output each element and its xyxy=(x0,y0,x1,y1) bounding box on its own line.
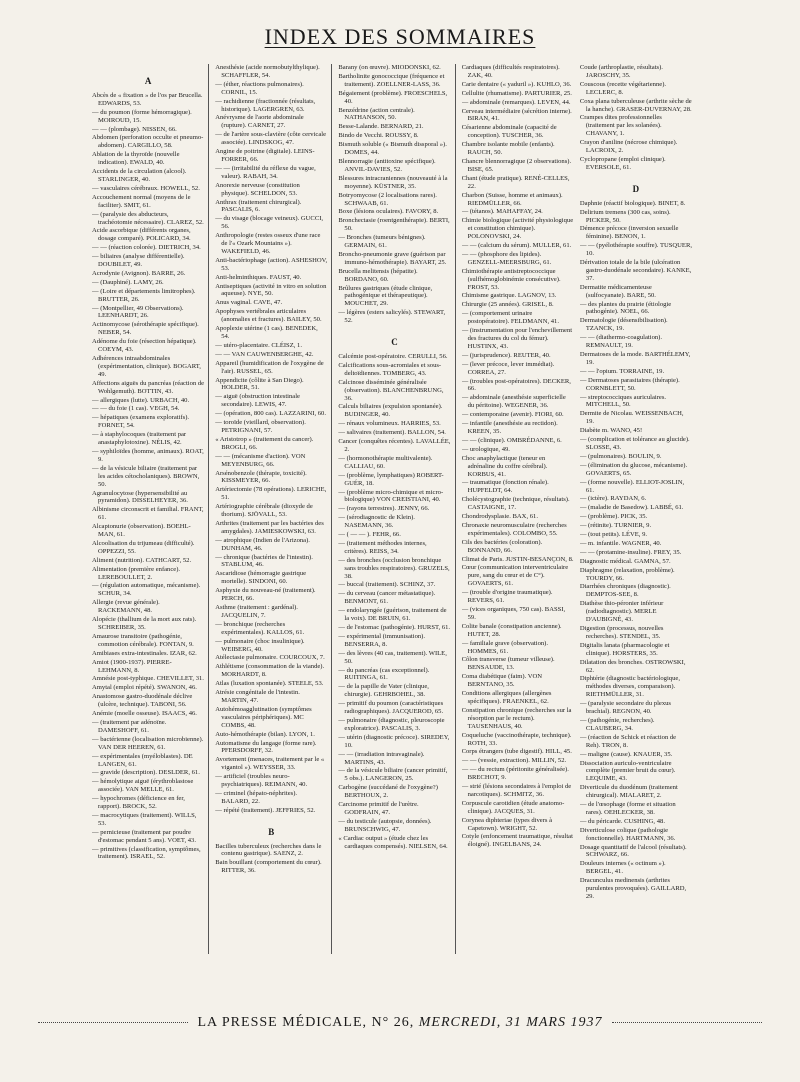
index-entry: — — (diathermo-coagulation). REMNAULT, 19. xyxy=(579,334,663,350)
index-entry: — buccal (traitement). SCHINZ, 37. xyxy=(338,581,436,589)
index-entry: — (paralysie des abducteurs, trachéotomie nécessaire). CLAREZ, 52. xyxy=(92,210,204,226)
index-entry: Climat de Paris. JUSTIN-BESANÇON, 8. xyxy=(461,555,574,563)
index-entry: — des bronches (occlusion bronchique sans troubles respiratoires). GRUZELS, 38. xyxy=(338,556,450,580)
index-entry: Apoplexie utérine (1 cas). BENEDEK, 54. xyxy=(215,325,318,340)
index-entry: Coxa plana tuberculeuse (arthrite sèche de la hanche). GRASER-DUVERNAY, 28. xyxy=(579,97,692,113)
index-entry: Anémie (moelle osseuse). ISAACS, 46. xyxy=(92,710,197,718)
index-entry: Diarrhées chroniques (diagnostic). DEMPTOS-SEE, 8. xyxy=(579,583,671,599)
index-entry: — de l'artère sous-clavière (côte cervicale associée). LINDSKOG, 47. xyxy=(215,131,327,147)
index-entry: Accidents de la circulation (alcool). STARLINGER, 40. xyxy=(92,168,187,183)
index-entry: — (trouble d'origine traumatique). REVERS, 61. xyxy=(461,589,553,605)
index-entry: — (sérodiagnostic de Klein). NASEMANN, 36. xyxy=(338,514,415,530)
index-entry: Conditions allergiques (allergènes spécifiques). FRAENKEL, 62. xyxy=(461,690,552,705)
index-entry: Crayon d'aniline (nécrose chimique). LACROIX, 2. xyxy=(579,139,678,155)
index-entry: — criminel (hépato-néphrites). BALARD, 22. xyxy=(215,789,298,805)
index-entry: Couscous (recette végétarienne). LECLERC, 8. xyxy=(579,80,667,96)
index-entry: — streptococciques auriculaires. MITCHELL, 50. xyxy=(579,393,667,409)
index-entry: — répété (traitement). JEFFRIES, 52. xyxy=(215,806,316,814)
index-entry: — toroïde (vieillard, observation). PETRIGNANI, 57. xyxy=(215,419,306,434)
index-entry: Bacilles tuberculeux (recherches dans le contenu gastrique). SAENZ, 2. xyxy=(215,842,322,858)
index-entry: Carie dentaire (« yaduril »). KUHLO, 36. xyxy=(461,80,572,88)
index-entry: Cancer (conquêtes récentes). LAVALLÉE, 2. xyxy=(338,438,451,453)
index-entry: Carbogène (succédané de l'oxygène?) BERTHOUX, 2. xyxy=(338,784,438,800)
index-entry: Cyclopropane (emploi clinique). EVERSOLE, 61. xyxy=(579,155,666,171)
index-entry: — (instrumentation pour l'enchevillement des fractures du col du fémur). HUSTINX, 43. xyxy=(461,327,573,350)
index-entry: — (pulmonaires). BOULIN, 9. xyxy=(579,452,662,460)
index-entry: — expérimental (immunisation). BENSERRA, 8. xyxy=(338,632,426,648)
index-entry: Douleurs internes (« octinum »). BERGEL, 41. xyxy=(579,860,666,876)
index-entry: Dracunculus medinensis (arthrites purulentes provoquées). GAILLARD, 29. xyxy=(579,877,687,900)
index-entry: Blennorragie (antitoxine spécifique). ANVIL-DAVIES, 52. xyxy=(338,157,436,173)
index-entry: — de la papille de Vater (clinique, chirurgie). GEHRBOHEL, 38. xyxy=(338,683,429,699)
index-entry: Cellulite (rhumatisme). PARTURIER, 25. xyxy=(461,89,572,97)
index-entry: — (éther, réactions pulmonaires). CORNIL, 15. xyxy=(215,80,304,96)
index-entry: Adhérences intraabdominales (expérimentation, clinique). BOGART, 49. xyxy=(92,355,201,378)
index-entry: Anorexie nerveuse (constitution physique). SCHELDON, 53. xyxy=(215,181,300,197)
index-entry: — (Dauphiné). LAMY, 26. xyxy=(92,278,164,286)
index-entry: Chambre isolante mobile (enfants). RAUCH, 50. xyxy=(461,141,555,157)
index-entry: — hypochromes (déficience en fer, rapport). BROCK, 52. xyxy=(92,795,185,811)
index-entry: — (opération, 800 cas). LAZZARINI, 60. xyxy=(215,410,326,418)
index-entry: — — VAN CAUWENBERGHE, 42. xyxy=(215,350,314,358)
index-entry: Arthrites (traitement par les bactéries des amygdales). JAMIESKOWSKI, 63. xyxy=(215,519,324,535)
index-entry: Crampes dites professionnelles (traitement par les solanées). CHAVANY, 1. xyxy=(579,114,662,138)
index-entry: — de l'estomac (pathogénie). HURST, 61. xyxy=(338,624,451,631)
index-entry: — (Loire et départements limitrophes). BRUTTER, 26. xyxy=(92,287,196,303)
index-entry: — Bronches (tumeurs bénignes). GERMAIN, 61. xyxy=(338,234,426,250)
index-entry: — (élimination du glucose, mécanisme). GOVAERTS, 65. xyxy=(579,461,688,477)
index-entry: Corpuscule carotidien (étude anatomo-clinique). JACQUES, 31. xyxy=(461,799,565,815)
index-entry: — du péricarde. CUSHING, 48. xyxy=(579,817,665,825)
index-entry: — bronchique (recherches expérimentales). KALLOS, 61. xyxy=(215,620,305,636)
index-entry: — m. infantile. WAGNER, 40. xyxy=(579,539,662,547)
index-entry: — syphiloïdes (homme, animaux). ROAT, 9. xyxy=(92,447,204,463)
index-entry: — (jurisprudence). REUTER, 40. xyxy=(461,351,551,359)
index-entry: « Cardiac output » (étude chez les cardiaques compensés). NIELSEN, 64. xyxy=(338,834,448,850)
index-entry: Anti-bactériophage (action). ASHESHOV, 53. xyxy=(215,256,328,272)
index-entry: Bartholinite gonococcique (fréquence et traitement). ZOELLNER-LASS, 36. xyxy=(338,72,445,88)
index-entry: — pulmonaire (choc insulinique). WEIBERG, 40. xyxy=(215,637,305,653)
index-entry: Anthrax (traitement chirurgical). PASCALIS, 6. xyxy=(215,198,302,214)
index-entry: — (tout petits). LÉVE, 9. xyxy=(579,531,648,539)
index-entry: Allergie (revue générale). RACKEMANN, 48. xyxy=(92,599,160,615)
index-entry: — — (phosphore des lipides). GENZELL-MEERSBURG, 61. xyxy=(461,250,552,266)
index-entry: Cholécystographie (technique, résultats). CASTAIGNE, 17. xyxy=(461,496,570,512)
page-title: INDEX DES SOMMAIRES xyxy=(264,24,536,49)
index-entry: Coude (arthroplastie, résultats). JAROSCHY, 35. xyxy=(579,64,663,79)
index-entry: Diabète m. WANO, 45! xyxy=(579,427,643,435)
index-entry: — — (mécanisme d'action). VON MEYENBURG, 66. xyxy=(215,452,306,468)
index-entry: Bain bouillant (comportement du cœur). RITTER, 36. xyxy=(215,859,322,875)
index-entry: — (comportement urinaire postopératoire). FELDMANN, 41. xyxy=(461,310,559,326)
index-entry: — hémolytique aiguë (érythroblastose associée). VAN MELLE, 61. xyxy=(92,778,194,794)
index-entry: Bindo de Vecchi. ROUSSY, 8. xyxy=(338,132,419,140)
index-entry: — à staphylocoques (traitement par anastaphylotoxine). NÉLIS, 42. xyxy=(92,431,187,447)
section-letter: A xyxy=(144,76,152,86)
index-entry: Albinisme circonscrit et familial. FRANT, 61. xyxy=(92,506,204,522)
index-entry: Ascaridiose (hémorragie gastrique mortelle). SINDONI, 60. xyxy=(215,570,307,586)
footer-rule-right xyxy=(612,1022,762,1025)
index-entry: Daphnie (réactif biologique). BINET, 8. xyxy=(579,199,686,207)
index-entry: — légères (esters salicylés). STEWART, 52. xyxy=(338,309,446,325)
index-entry: Dermatite médicamenteuse (sulfocyanate). BARE, 50. xyxy=(579,283,656,299)
index-entry: — abdominale (anesthésie superficielle du péritoine). WEGENER, 36. xyxy=(461,394,566,410)
index-entry: Cœur (communication interventriculaire pure, sang du cœur et de C°). GOVAERTS, 61. xyxy=(461,564,569,588)
index-entry: — (forme nouvelle). ELLIOT-JOSLIN, 61. xyxy=(579,478,685,494)
index-entry: Appendicite (côlite à San Diego). HOLDER, 51. xyxy=(215,376,304,392)
index-entry: Chancre blennorragique (2 observations). BISE, 65. xyxy=(461,157,572,173)
index-entry: Alimentation (première enfance). LEREBOULLET, 2. xyxy=(92,565,181,581)
index-entry: — (hormonothérapie multivalente). CALLIAU, 60. xyxy=(338,454,433,470)
index-entry: Delirium tremens (300 cas, soins). PICKER, 50. xyxy=(579,208,671,224)
index-entry: Alopécie (thallium de la mort aux rats). SCHREIBER, 35. xyxy=(92,616,197,631)
index-entry: — salivaires (traitement). BALLON, 54. xyxy=(338,429,446,437)
index-entry: Brûlures gastriques (étude clinique, pathogénique et thérapeutique). MOUCHET, 29. xyxy=(338,284,433,308)
index-entry: Brucella melitensis (hépatite). BORDANO, 60. xyxy=(338,267,418,283)
index-entry: — des plantes du prairie (étiologie pathogénie). NOEL, 66. xyxy=(579,300,672,316)
index-entry: — — (clinique). OMBRÉDANNE, 6. xyxy=(461,436,562,444)
index-entry: Diverticulose colique (pathologie fonctionnelle). HARTMANN, 36. xyxy=(579,826,676,842)
index-entry: Boxe (lésions oculaires). FAVORY, 8. xyxy=(338,208,439,216)
section-letter: C xyxy=(391,337,398,348)
index-entry: Dissociation auriculo-ventriculaire complète (premier bruit du cœur). LEQUIME, 43. xyxy=(579,759,676,783)
index-entry: Alcaptonurie (observation). BOEHL-MAN, 61. xyxy=(92,523,191,539)
index-entry: Abcès de « fixation » de l'os par Brucella. EDWARDS, 53. xyxy=(92,91,203,107)
index-entry: Chimie biologique (activité physiologique et constitution chimique). POLONOVSKI, 24. xyxy=(461,217,574,241)
index-entry: Diaphragme (relaxation, problème). TOURDY, 66. xyxy=(579,566,675,582)
index-entry: Chondrodysplasie. BAX, 61. xyxy=(461,513,538,521)
index-entry: Auto-hémothérapie (bilan). LYON, 1. xyxy=(215,730,315,738)
index-entry: Asphyxie du nouveau-né (traitement). PERCH, 66. xyxy=(215,587,316,603)
index-entry: — (traitement par adénoïne. DAMESHOFF, 61. xyxy=(92,718,167,734)
index-entry: — aiguë (obstruction intestinale secondaire). LEWIS, 47. xyxy=(215,393,300,409)
index-entry: Dermatologie (désensibilisation). TZANCK, 19. xyxy=(579,317,668,333)
index-entry: — — du foie (1 cas). VEGH, 54. xyxy=(92,405,180,413)
index-columns xyxy=(92,64,692,954)
index-entry: Calcémie post-opératoire. CERULLI, 56. xyxy=(338,353,448,360)
index-entry: Appareil (humidification de l'oxygène de l'air). RUSSEL, 65. xyxy=(215,359,324,375)
index-entry: Calculs biliaires (expulsion spontanée). BUDINGER, 40. xyxy=(338,403,443,419)
index-entry: — pernicieuse (traitement par poudre d'estomac pendant 5 ans). VOET, 43. xyxy=(92,828,196,844)
index-entry: — hépatiques (examens exploratifs). FORNET, 54. xyxy=(92,414,190,430)
index-entry: Dermatoses de la mode. BARTHÉLEMY, 19. xyxy=(579,351,691,366)
index-entry: Chimisme gastrique. LAGNOV, 13. xyxy=(461,292,557,300)
index-entry: — (paralysie secondaire du plexus brachial). REGNON, 40. xyxy=(579,700,671,716)
index-entry: Chant (étude pratique). RENÉ-CELLES, 22. xyxy=(461,174,570,190)
index-entry: Autohémoagglutination (symptômes vasculaires périphériques). MC COMBS, 48. xyxy=(215,705,312,729)
index-entry: Dermite de Nicolau. WEISSENBACH, 19. xyxy=(579,410,684,426)
index-entry: Chronaxie neuromusculaire (recherches expérimentales). COLOMBO, 55. xyxy=(461,521,567,537)
index-entry: Apophyses vertébrales articulaires (anomalies et fractures). BAILEY, 50. xyxy=(215,308,322,324)
index-entry: Amibiases extra-intestinales. IZAR, 62. xyxy=(92,649,197,657)
index-entry: — de l'œsophage (forme et situation rares). OEHLECKER, 38. xyxy=(579,801,676,816)
index-entry: — Dermatoses parasitaires (thérapie). CORNBLETT, 50. xyxy=(579,376,680,392)
index-entry: — maligne (cause). KNAUER, 35. xyxy=(579,750,673,758)
index-entry: — bactérienne (localisation microbienne). VAN DER HEEREN, 61. xyxy=(92,735,204,751)
index-entry: — traumatique (fonction rénale). HUPFELDT, 64. xyxy=(461,479,549,495)
index-entry: « Aristotrop » (traitement du cancer). BROGLI, 66. xyxy=(215,435,314,451)
index-entry: Dosage quantitatif de l'alcool (résultats). SCHWARZ, 66. xyxy=(579,843,687,859)
index-entry: Amytal (emploi répété). SWANON, 46. xyxy=(92,684,197,692)
index-entry: — — (plombage). NISSEN, 66. xyxy=(92,125,177,133)
index-entry: — — (pyélothérapie souffre). TUSQUER, 10. xyxy=(579,242,693,258)
index-entry: Blessures intracraniennes (nouveauté à la moyenne). KÜSTNER, 35. xyxy=(338,174,448,190)
footer-journal: LA PRESSE MÉDICALE, N° 26, xyxy=(197,1015,415,1030)
index-entry: Asthme (traitement : gardénal). JACQUELIN, 7. xyxy=(215,604,298,619)
index-entry: — de la vésicule biliaire (traitement par les acides cétocholaniques). BROWN, 50. xyxy=(92,464,200,488)
index-entry: Diphtérie (diagnostic bactériologique, méthodes diverses, comparaison). RIETHMÜLLER, 31. xyxy=(579,675,680,699)
index-entry: — expérimentales (myéloblastes). DE LANGEN, 61. xyxy=(92,752,193,768)
index-entry: Constipation chronique (recherches sur la résorption par le rectum). TAUSENHAUS, 40. xyxy=(461,706,572,730)
index-entry: Acrodynie (Avignon). BARRE, 26. xyxy=(92,269,186,277)
footer-rule-left xyxy=(38,1022,188,1025)
section-letter: B xyxy=(268,826,275,837)
index-entry: Benzédrine (action centrale). NATHANSON, 50. xyxy=(338,106,415,122)
index-entry: — (problème micro-chimique et micro-biologique) VON CREISTIANI, 40. xyxy=(338,488,444,504)
index-entry: — gravide (description). DESLDER, 61. xyxy=(92,769,200,777)
index-entry: Chirurgie (25 années). GRISEL, 8. xyxy=(461,301,554,309)
index-entry: Amiot (1900-1937). PIERRE-LEHMANN, 8. xyxy=(92,658,172,674)
index-entry: Bégaiement (problème). FROESCHELS, 40. xyxy=(338,89,448,105)
index-column-3 xyxy=(338,64,455,954)
index-entry: — abdominale (remarques). LEVEN, 44. xyxy=(461,98,571,106)
index-entry: — (tétanos). MAHAFFAY, 24. xyxy=(461,208,543,216)
index-entry: Calcifications sous-acromiales et sous-deltoïdiennes. TOMBERG, 43. xyxy=(338,361,442,377)
index-entry: Atélectasie pulmonaire. COURCOUX, 7. xyxy=(215,654,325,662)
index-entry: Adénome du foie (résection hépatique). COEYM, 43. xyxy=(92,338,197,354)
index-entry: Digitalis lanata (pharmacologie et clinique). HORSTERS, 35. xyxy=(579,641,670,657)
index-entry: Coma diabétique (faim). VON BERNTANO, 35. xyxy=(461,673,543,689)
index-entry: — — (protamine-insuline). FREY, 35. xyxy=(579,548,682,556)
index-entry: Carcinome primitif de l'urètre. GODFRAIN, 47. xyxy=(338,801,419,816)
index-entry: — du cerveau (cancer métastatique). BENMONT, 61. xyxy=(338,590,436,606)
index-entry: Dilatation des bronches. OSTROWSKI, 62. xyxy=(579,658,686,674)
index-entry: Alcoolisation du trijumeau (difficulté). OPPEZZI, 55. xyxy=(92,539,195,555)
index-entry: — (réaction de Schick et réaction de Reh). TRON, 8. xyxy=(579,733,677,749)
index-entry: — familiale grave (observation). HOMMES, 61. xyxy=(461,639,549,655)
index-entry: — (troubles post-opératoires). DECKER, 66. xyxy=(461,377,571,393)
index-entry: — strié (lésions secondaires à l'emploi de narcotiques). SCHMITZ, 36. xyxy=(461,783,572,798)
index-entry: Arsénobenzole (thérapie, toxicité). KISSMEYER, 66. xyxy=(215,469,307,485)
index-entry: — (problème). PICK, 35. xyxy=(579,513,648,521)
footer-text xyxy=(198,1015,603,1031)
index-entry: Charbon (Suisse, homme et animaux). RIEDMÜLLER, 66. xyxy=(461,191,563,207)
index-entry: — atrophique (Indien de l'Arizona). DUNHAM, 46. xyxy=(215,536,310,552)
index-column-5 xyxy=(580,64,692,954)
index-entry: Corps étrangers (tube digestif). HILL, 45. xyxy=(461,748,572,756)
index-column-4 xyxy=(462,64,574,954)
index-entry: — infantile (anesthésie au rectidon). KREEN, 35. xyxy=(461,420,558,435)
index-entry: Corynea diphteriae (types divers à Capetown). WRIGHT, 52. xyxy=(461,816,553,832)
index-entry: — rachidienne (fractionnée (résultats, historique). LAGERGREN, 63. xyxy=(215,97,316,113)
index-entry: — (lever précoce, lever immédiat). CORREA, 27. xyxy=(461,360,555,376)
index-entry: Atrésie congénitale de l'intestin. MARTIN, 47. xyxy=(215,689,300,704)
index-entry: Aliment (nutrition). CATHCART, 52. xyxy=(92,556,192,564)
index-entry: — pulmonaire (diagnostic, pleuroscopie exploratrice). PASCALIS, 3. xyxy=(338,716,445,732)
index-entry: — (rétinite). TURNIER, 9. xyxy=(579,522,652,530)
index-entry: — contemporaine (avenir). FIORI, 60. xyxy=(461,411,564,419)
index-entry: Actinomycose (sérothérapie spécifique). NEBER, 54. xyxy=(92,321,199,337)
index-entry: — (complication et tolérance au glucide). SLOSSE, 43. xyxy=(579,436,690,451)
index-entry: Cils des bactéries (coloration). BONNAND, 66. xyxy=(461,538,543,554)
index-entry: Cerveau intermédiaire (sécrétion interne). BIRAN, 41. xyxy=(461,107,572,123)
index-entry: — — (réaction colorée). DIETRICH, 34. xyxy=(92,244,201,252)
index-entry: — utéro-placentaire. CLÉISZ, 1. xyxy=(215,341,302,349)
index-entry: — — du rectum (péritonite généralisée). BRECHOT, 9. xyxy=(461,766,569,782)
index-entry: Acide ascorbique (différents organes, dosage comparé). POLICARD, 34. xyxy=(92,227,191,243)
index-entry: Broncho-pneumonie grave (guérison par immuno-hémothérapie). BAYART, 25. xyxy=(338,250,447,266)
index-entry: — (traitement méthodes internes, critères). REISS, 34. xyxy=(338,539,427,555)
index-entry: Cardiaques (difficultés respiratoires). ZAK, 40. xyxy=(461,64,560,79)
index-entry: Athlétisme (consommation de la viande). MORHARDT, 8. xyxy=(215,663,325,679)
index-entry: Botryomycose (2 localisations rares). SCHWAAB, 61. xyxy=(338,191,437,207)
index-entry: — (rayons terrestres). JENNY, 66. xyxy=(338,505,430,513)
index-entry: Bismuth soluble (« Bismuth dissporal »). DOMES, 44. xyxy=(338,141,447,157)
index-entry: — allergiques (lutte). URBACH, 40. xyxy=(92,396,190,404)
index-entry: Coqueluche (vaccinothérapie, technique). ROTH, 33. xyxy=(461,731,572,747)
index-entry: Choc anaphylactique (teneur en adrénaline du coffre cérébral). KORBUS, 41. xyxy=(461,454,548,478)
index-entry: Ablation de la thyroïde (nouvelle indication). EWALD, 40. xyxy=(92,151,180,167)
index-entry: — chronique (bactéries de l'intestin). STABLUM, 46. xyxy=(215,553,313,569)
index-entry: Abdomen (perforation occulte et pneumo-abdomen). CARGILLO, 58. xyxy=(92,134,204,150)
index-entry: — des lèvres (40 cas, traitement). WILE, 50. xyxy=(338,649,447,665)
index-entry: Digestion (processus, nouvelles recherches). STENDEL, 35. xyxy=(579,625,664,640)
index-entry: — endolaryngée (guérison, traitement de la voix). DE BRUIN, 61. xyxy=(338,607,447,623)
index-entry: Anesthésie (acide normobutylthylique). SCHAFFLER, 54. xyxy=(215,64,320,79)
index-entry: Automatisme du langage (forme rare). PFERSDORFF, 32. xyxy=(215,739,317,755)
index-entry: — (maladie de Basedow). LABBÉ, 61. xyxy=(579,504,684,512)
index-entry: Anti-helminthiques. FAUST, 40. xyxy=(215,273,302,281)
index-entry: — — (irradiation intravaginale). MARTINS, 43. xyxy=(338,750,425,766)
index-entry: Diathèse thio-péronier inférieur (radiodiagnostic). MERLE D'AUBIGNÉ, 43. xyxy=(579,600,664,624)
index-entry: — (Montpellier, 49 Observations). LEENHARDT, 26. xyxy=(92,304,184,320)
index-entry: Calcinose disséminée généralisée (observation). BLANCHENBRUNG, 36. xyxy=(338,378,444,402)
index-column-1 xyxy=(92,64,209,954)
index-entry: Colite banale (constipation ancienne). HUTET, 28. xyxy=(461,622,562,638)
index-column-2 xyxy=(215,64,332,954)
index-entry: — du pancréas (cas exceptionnel). RUITINGA, 61. xyxy=(338,666,430,682)
index-entry: Affections aiguës du pancréas (réaction de Wohlgemuth). BOTTIN, 43. xyxy=(92,379,205,395)
index-entry: Dérivation totale de la bile (ulcération gastro-duodénale secondaire). KANKE, 37. xyxy=(579,259,692,282)
index-entry: — (vices organiques, 750 cas). BASSI, 59. xyxy=(461,606,566,621)
index-entry: — de la vésicule biliaire (cancer primitif, 5 obs.). LANGERON, 25. xyxy=(338,767,448,783)
index-entry: — rénaux volumineux. HARRIES, 53. xyxy=(338,420,441,428)
index-entry: — — (calcium du sérum). MULLER, 61. xyxy=(461,242,572,250)
index-entry: Anévrysme de l'aorte abdominale (rupture). CARNET, 27. xyxy=(215,114,304,130)
index-entry: — ( — — ). FEHR, 66. xyxy=(338,531,401,539)
index-entry: Diverticule du duodénum (traitement chirurgical). MIALARET, 2. xyxy=(579,784,678,800)
page-footer xyxy=(0,1010,800,1036)
index-entry: — (pathogénie, recherches). CLAUBERG, 34. xyxy=(579,716,655,732)
index-entry: Barany (on œuvre). MIODONSKI, 62. xyxy=(338,64,441,71)
index-entry: Diagnostic médical. GAMNA, 57. xyxy=(579,557,671,565)
index-entry: — artificiel (troubles neuro-psychiatriques). REIMANN, 40. xyxy=(215,773,308,789)
index-entry: — urologique, 49. xyxy=(461,445,510,453)
index-entry: — biliaires (analyse différentielle). DOUBILET, 49. xyxy=(92,253,185,269)
index-entry: Côlon transverse (tumeur villeuse). BENSAUDE, 13. xyxy=(461,656,555,672)
index-entry: — macrocytiques (traitement). WILLS, 53. xyxy=(92,811,197,827)
index-entry: Artériectomie (78 opérations). LERICHE, 51. xyxy=(215,486,327,502)
index-entry: Besse-Lalande. BERNARD, 21. xyxy=(338,123,424,131)
index-entry: Amnésie post-typhique. CHEVILLET, 31. xyxy=(92,675,204,683)
index-entry: Bronchectasie (roentgenthérapie). BERTI, 50. xyxy=(338,217,450,233)
index-entry: Anus vaginal. CAVE, 47. xyxy=(215,299,283,307)
index-entry: — primitives (classification, symptômes, traitement). ISRAEL, 52. xyxy=(92,845,201,861)
index-entry: Démence précoce (inversion sexuelle féminine). BENON, 1. xyxy=(579,225,679,241)
index-entry: Avortement (menaces, traitement par le « vigantol »). WEYSSER, 33. xyxy=(215,756,325,772)
index-entry: Amaurose transitoire (pathogénie, commotion cérébrale). FONTAN, 9. xyxy=(92,632,194,648)
index-entry: — du testicule (autopsie, données). BRUNSCHWIG, 47. xyxy=(338,817,432,833)
index-entry: Artériographie cérébrale (dioxyde de thorium). SJÖVALL, 53. xyxy=(215,503,313,519)
index-entry: — (problème, lymphatiques) ROBERT-GUÉR, 18. xyxy=(338,471,444,487)
index-entry: — — (irritabilité du réflexe du vague, valeur). RABAH, 34. xyxy=(215,164,316,180)
index-entry: — — (vessie, extraction). MILLIN, 52. xyxy=(461,757,567,765)
index-entry: Accouchement normal (moyens de le faciliter). SMIT, 61. xyxy=(92,193,191,209)
index-entry: — — l'opium. TORRAINE, 19. xyxy=(579,367,665,375)
index-entry: Anthropologie (restes osseux d'une race de l'« Ozark Mountains »). WAKEFIELD, 46. xyxy=(215,232,321,255)
index-entry: Angine de poitrine (digitale). LEINS-FORRER, 66. xyxy=(215,148,315,163)
index-entry: — du visage (blocage veineux). GUCCI, 56. xyxy=(215,215,324,231)
index-entry: — du poumon (forme hémorragique). MOIROUD, 15. xyxy=(92,108,192,124)
footer-date: MERCREDI, 31 MARS 1937 xyxy=(418,1015,603,1030)
index-entry: Antiseptiques (activité in vitro en solution aqueuse). NYE, 50. xyxy=(215,282,327,298)
index-entry: Cotyle (enfoncement traumatique, résultat éloigné). INGELBANS, 24. xyxy=(461,833,573,849)
index-entry: — (régulation automatique, mécanisme). SCHUR, 34. xyxy=(92,582,201,598)
section-letter: D xyxy=(632,183,640,194)
index-entry: — (ictère). RAYDAN, 6. xyxy=(579,495,647,503)
index-entry: Anastomose gastro-duodénale déclive (ulcère, technique). TABONI, 56. xyxy=(92,693,193,709)
index-entry: — primitif du poumon (caractéristiques radiographiques). JACQUEROD, 65. xyxy=(338,700,444,716)
index-entry: Césarienne abdominale (capacité de conception). TUSCHER, 36. xyxy=(461,124,557,140)
index-entry: — utérin (diagnostic précoce). SIREDEY, 10. xyxy=(338,733,450,749)
index-entry: Atlas (luxation spontanée). STEELE, 53. xyxy=(215,680,324,688)
index-entry: — vasculaires cérébraux. HOWELL, 52. xyxy=(92,184,200,192)
index-entry: Chimiothérapie antistreptococcique (sulfhémoglobinémie consécutive). FROST, 53. xyxy=(461,267,561,291)
index-entry: Agranulocytose (hypersensibilité au pyramidon). DISSELHEYER, 36. xyxy=(92,489,188,505)
